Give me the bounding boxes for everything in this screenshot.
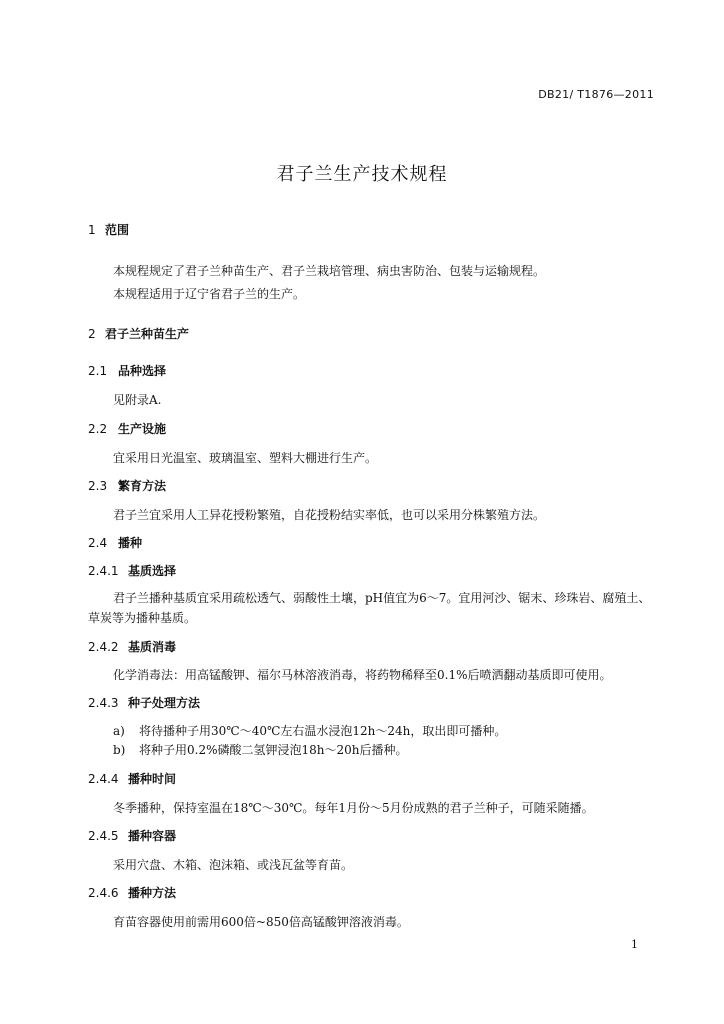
section-2-4-1-heading [88,562,176,579]
section-title: 种子处理方法 [128,696,201,710]
paragraph: 本规程规定了君子兰种苗生产、君子兰栽培管理、病虫害防治、包装与运输规程。 [113,264,546,278]
section-title: 品种选择 [118,364,167,378]
paragraph: 见附录A. [113,393,162,407]
section-number: 2.4.3 [88,696,119,710]
section-title: 播种 [118,536,143,550]
section-title: 基质消毒 [128,640,177,654]
section-2-4-heading [88,534,142,551]
section-2-4-4-heading [88,770,176,787]
section-title: 范围 [105,223,130,237]
section-number: 2.4.1 [88,564,119,578]
section-number: 2.1 [88,364,108,378]
standard-code: DB21/ T1876—2011 [538,88,654,101]
section-number: 2.4.2 [88,640,119,654]
section-2-4-6-heading [88,884,176,901]
section-number: 2.4.5 [88,829,119,843]
paragraph: 本规程适用于辽宁省君子兰的生产。 [113,287,306,301]
section-2-3-heading [88,477,166,494]
paragraph: 君子兰宜采用人工异花授粉繁殖，自花授粉结实率低，也可以采用分株繁殖方法。 [113,508,546,522]
section-title: 繁育方法 [118,479,167,493]
section-number: 2.4.4 [88,772,119,786]
section-title: 生产设施 [118,422,167,436]
paragraph: 宜采用日光温室、玻璃温室、塑料大棚进行生产。 [113,451,378,465]
paragraph: 冬季播种，保持室温在18℃～30℃。每年1月份～5月份成熟的君子兰种子，可随采随播。 [113,801,594,815]
page-title: 君子兰生产技术规程 [276,164,448,185]
section-number: 2.2 [88,422,108,436]
paragraph: 化学消毒法：用高锰酸钾、福尔马林溶液消毒，将药物稀释至0.1%后喷洒翻动基质即可使用。 [113,668,612,682]
paragraph: 君子兰播种基质宜采用疏松透气、弱酸性土壤，pH值宜为6～7。宜用河沙、锯末、珍珠岩、腐殖土、草炭等为播种基质。 [88,591,651,625]
list-item [113,722,506,739]
section-2-2-heading [88,420,166,437]
section-number: 2.4 [88,536,108,550]
section-2-4-5-heading [88,827,176,844]
list-text: 将待播种子用30℃～40℃左右温水浸泡12h～24h，取出即可播种。 [139,724,507,738]
section-2-1-heading [88,362,166,379]
list-text: 将种子用0.2%磷酸二氢钾浸泡18h～20h后播种。 [139,743,408,757]
section-number: 2.3 [88,479,108,493]
paragraph: 采用穴盘、木箱、泡沫箱、或浅瓦盆等育苗。 [113,858,354,872]
section-number: 2.4.6 [88,886,119,900]
section-title: 播种时间 [128,772,177,786]
section-2-heading [88,325,189,342]
section-title: 君子兰种苗生产 [105,327,190,341]
page-number: 1 [631,938,638,951]
section-title: 播种方法 [128,886,177,900]
section-1-heading [88,221,129,238]
section-2-4-3-heading [88,694,200,711]
section-title: 播种容器 [128,829,177,843]
section-number: 2 [88,327,96,341]
list-item [113,741,407,758]
section-2-4-2-heading [88,638,176,655]
list-marker: b) [113,743,126,757]
list-marker: a) [113,724,125,738]
paragraph: 育苗容器使用前需用600倍~850倍高锰酸钾溶液消毒。 [113,915,409,929]
section-number: 1 [88,223,96,237]
section-title: 基质选择 [128,564,177,578]
